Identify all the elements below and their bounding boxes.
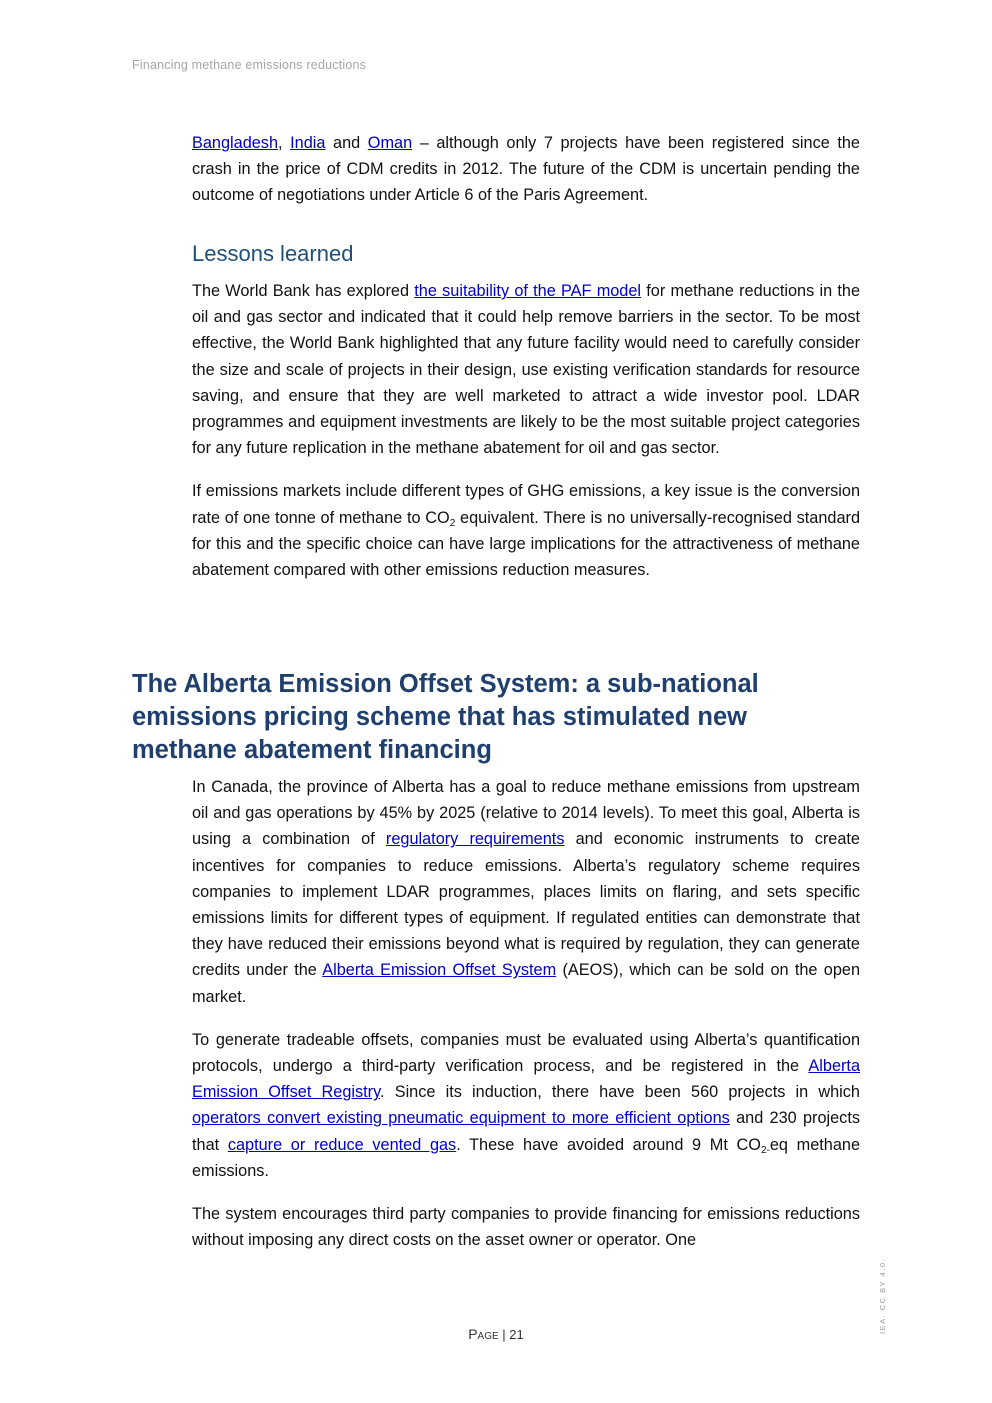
link-aeos[interactable]: Alberta Emission Offset System [322, 961, 557, 980]
lessons-paragraph-2 [192, 478, 860, 583]
text: and 230 projects that [192, 1109, 860, 1154]
text: In Canada, the province of Alberta has a goal to reduce methane emissions from upstream oil and gas operations by 45% by 2025 (relative to 2014 levels). To meet this goal, Alberta is using a combination of [192, 778, 860, 849]
text: The system encourages third party companies to provide financing for emissions reductions without imposing any direct costs on the asset owner or operator. One [192, 1205, 860, 1250]
text: . Since its induction, there have been 560 projects in which [380, 1083, 860, 1102]
alberta-paragraph-3 [192, 1201, 860, 1253]
link-india[interactable]: India [290, 134, 326, 152]
text: for methane reductions in the oil and gas sector and indicated that it could help remove barriers in the sector. To be most effective, the World Bank highlighted that any future facility would need to carefully consider the size and scale of projects in their design, use existing verification standards for resource saving, and ensure that they are well marketed to attract a wide investor pool. LDAR programmes and equipment investments are likely to be the most suitable project categories for any future replication in the methane abatement for oil and gas sector. [192, 282, 860, 458]
text: If emissions markets include different types of GHG emissions, a key issue is the conversion rate of one tonne of methane to CO [192, 482, 860, 527]
text: equivalent. There is no universally-recognised standard for this and the specific choice can have large implications for the attractiveness of methane abatement compared with other emissions reduction measures. [192, 508, 860, 580]
link-pneumatic-equipment[interactable]: operators convert existing pneumatic equipment to more efficient options [192, 1109, 730, 1128]
alberta-heading: The Alberta Emission Offset System: a sub-national emissions pricing scheme that has stimulated new methane abatement financing [132, 670, 759, 764]
link-offset-registry[interactable]: Alberta Emission Offset Registry [192, 1057, 860, 1102]
alberta-paragraph-2 [192, 1027, 860, 1184]
subscript: 2- [760, 1144, 770, 1156]
lessons-paragraph-1 [192, 278, 860, 461]
link-vented-gas[interactable]: capture or reduce vented gas [227, 1135, 457, 1154]
text: . These have avoided around 9 Mt CO [456, 1135, 761, 1154]
text: The World Bank has explored [192, 282, 415, 300]
text: eq methane emissions. [192, 1135, 860, 1180]
text: – although only 7 projects have been registered since the crash in the price of CDM credits in 2012. The future of the CDM is uncertain pending the outcome of negotiations under Article 6 of the Paris Agreement. [192, 134, 860, 205]
page-footer [0, 1326, 992, 1342]
link-paf-model[interactable]: the suitability of the PAF model [414, 282, 642, 300]
link-bangladesh[interactable]: Bangladesh [192, 134, 279, 152]
page-number: 21 [509, 1327, 524, 1342]
subscript: 2 [449, 517, 456, 529]
link-oman[interactable]: Oman [367, 134, 413, 152]
text: and [325, 134, 368, 152]
running-header: Financing methane emissions reductions [132, 58, 367, 72]
alberta-paragraph-1 [192, 774, 860, 1010]
text: To generate tradeable offsets, companies must be evaluated using Alberta’s quantification protocols, undergo a third-party verification process, and be registered in the [192, 1030, 860, 1076]
intro-section [192, 130, 860, 209]
alberta-section [192, 774, 860, 1253]
link-regulatory-requirements[interactable]: regulatory requirements [385, 830, 565, 849]
page-label: Page [468, 1326, 499, 1342]
lessons-learned-heading: Lessons learned [192, 241, 354, 266]
rights-notice: IEA. CC BY 4.0. [878, 1257, 887, 1334]
lessons-section [192, 278, 860, 583]
text: (AEOS), which can be sold on the open market. [192, 961, 860, 1006]
text: and economic instruments to create incentives for companies to reduce emissions. Alberta’s regulatory scheme requires companies to implement LDAR programmes, places limits on flaring, and sets specific emissions limits for different types of equipment. If regulated entities can demonstrate that they have reduced their emissions beyond what is required by regulation, they can generate credits under the [192, 830, 860, 980]
page-separator: | [498, 1327, 510, 1342]
intro-paragraph [192, 130, 860, 209]
text: , [278, 134, 291, 152]
